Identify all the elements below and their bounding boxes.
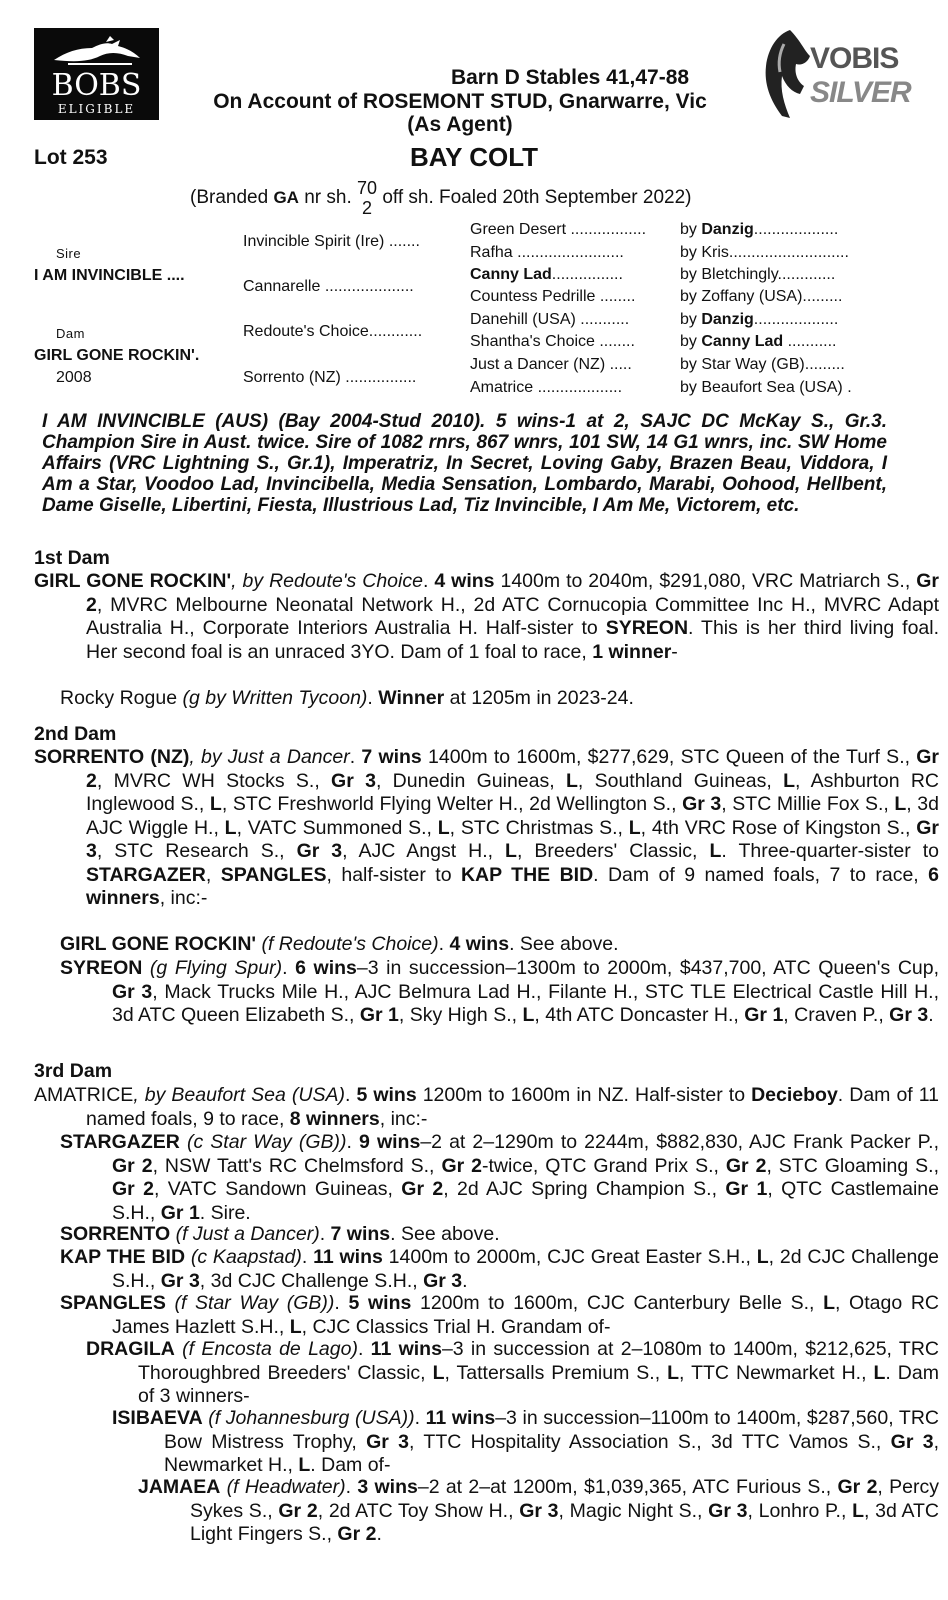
dam-name: GIRL GONE ROCKIN'. [34,347,200,364]
sire-name: I AM INVINCIBLE .... [34,267,185,284]
brand-mid: nr sh. [304,187,352,209]
dam-dam: Sorrento (NZ) ................ [243,369,417,386]
lot-number: Lot 253 [34,146,108,169]
sire-sire: Invincible Spirit (Ire) ....... [243,233,420,250]
third-dam-text: AMATRICE, by Beaufort Sea (USA). 5 wins 1200m to 1600m in NZ. Half-sister to Decieboy. Dam of 11 named foals, 9 to race, 8 winners, inc:- [34,1084,939,1130]
ped-g3-1: Rafha ........................ [470,244,624,261]
dam-sire: Redoute's Choice............ [243,323,423,340]
ped-g3-2-by: by Bletchingly............. [680,266,836,283]
third-dam-jamaea: JAMAEA (f Headwater). 3 wins–2 at 2–at 1200m, $1,039,365, ATC Furious S., Gr 2, Percy Sykes S., Gr 2, 2d ATC Toy Show H., Gr 3, Magic Night S., Gr 3, Lonhro P., L, 3d ATC Light Fingers S., Gr 2. [138,1476,940,1545]
horse-head-icon [760,26,816,122]
horse-rider-icon [48,34,144,68]
ped-g3-4-by: by Danzig................... [680,311,839,328]
second-dam-offspring-2: SYREON (g Flying Spur). 6 wins–3 in succession–1300m to 2000m, $437,700, ATC Queen's Cup, Gr 3, Mack Trucks Mile H., AJC Belmura Lad H., Filante H., STC TLE Electrical Castle Hill H., 3d ATC Queen Elizabeth S., Gr 1, Sky High S., L, 4th ATC Doncaster H., Gr 1, Craven P., Gr 3. [60,957,940,1026]
third-dam-spangles: SPANGLES (f Star Way (GB)). 5 wins 1200m to 1600m, CJC Canterbury Belle S., L, Otago RC James Hazlett S.H., L, CJC Classics Trial H. Grandam of- [60,1292,939,1338]
dam-label: Dam [56,326,85,341]
sire-summary: I AM INVINCIBLE (AUS) (Bay 2004-Stud 2010). 5 wins-1 at 2, SAJC DC McKay S., Gr.3. Champion Sire in Aust. twice. Sire of 1082 rnrs, 867 wnrs, 101 SW, 14 G1 wnrs, inc. SW Home Affairs (VRC Lightning S., Gr.1), Imperatriz, In Secret, Loving Gaby, Brazen Beau, Viddora, I Am a Star, Voodoo Lad, Invincibella, Media Sensation, Lombardo, Marabi, Oohood, Hellbent, Dame Giselle, Libertini, Fiesta, Illustrious Lad, Tiz Invincible, I Am Me, Victorem, etc. [42,411,887,516]
first-dam-foal: Rocky Rogue (g by Written Tycoon). Winner at 1205m in 2023-24. [60,687,634,709]
third-dam-isibaeva: ISIBAEVA (f Johannesburg (USA)). 11 wins–3 in succession–1100m to 1400m, $287,560, TRC Bow Mistress Trophy, Gr 3, TTC Hospitality Association S., 3d TTC Vamos S., Gr 3, Newmarket H., L. Dam of- [112,1407,940,1476]
brand-mark: GA [273,188,299,208]
sire-dam: Cannarelle .................... [243,278,414,295]
third-dam-dragila: DRAGILA (f Encosta de Lago). 11 wins–3 in succession at 2–1080m to 1400m, $212,625, TRC Thoroughbred Breeders' Classic, L, Tattersalls Premium S., L, TTC Newmarket H., L. Dam of 3 winners- [86,1338,939,1407]
brand-denominator: 2 [362,198,373,218]
ped-g3-4: Danehill (USA) ........... [470,311,630,328]
ped-g3-0-by: by Danzig................... [680,221,839,238]
third-dam-heading: 3rd Dam [34,1060,113,1082]
agent-line: (As Agent) [407,113,513,136]
brand-line [190,178,692,218]
brand-pre: (Branded [190,187,269,209]
third-dam-kap-the-bid: KAP THE BID (c Kaapstad). 11 wins 1400m to 2000m, CJC Great Easter S.H., L, 2d CJC Challenge S.H., Gr 3, 3d CJC Challenge S.H., Gr 3. [60,1246,939,1292]
second-dam-heading: 2nd Dam [34,723,117,745]
sire-label: Sire [56,246,82,261]
dam-year: 2008 [56,369,92,386]
ped-g3-0: Green Desert ................. [470,221,647,238]
vobis-silver-logo [760,26,911,122]
third-dam-stargazer: STARGAZER (c Star Way (GB)). 9 wins–2 at 2–1290m to 2244m, $882,830, AJC Frank Packer P., Gr 2, NSW Tatt's RC Chelmsford S., Gr 2-twice, QTC Grand Prix S., Gr 2, STC Gloaming S., Gr 2, VATC Sandown Guineas, Gr 2, 2d AJC Spring Champion S., Gr 1, QTC Castlemaine S.H., Gr 1. Sire. [60,1131,939,1224]
first-dam-heading: 1st Dam [34,547,110,569]
eligible-logo-text: ELIGIBLE [57,102,136,116]
second-dam-offspring-1: GIRL GONE ROCKIN' (f Redoute's Choice). 4 wins. See above. [60,933,619,955]
account-line: On Account of ROSEMONT STUD, Gnarwarre, Vic [213,90,707,113]
stables-line: Barn D Stables 41,47-88 [450,66,690,89]
first-dam-text: GIRL GONE ROCKIN', by Redoute's Choice. 4 wins 1400m to 2040m, $291,080, VRC Matriarch S., Gr 2, MVRC Melbourne Neonatal Network H., 2d ATC Cornucopia Committee Inc H., MVRC Adapt Australia H., Corporate Interiors Australia H. Half-sister to SYREON. This is her third living foal. Her second foal is an unraced 3YO. Dam of 1 foal to race, 1 winner- [34,570,940,663]
ped-g3-5: Shantha's Choice ........ [470,333,635,350]
ped-g3-2: Canny Lad................ [470,266,623,283]
ped-g3-5-by: by Canny Lad ........... [680,333,837,350]
ped-g3-7-by: by Beaufort Sea (USA) . [680,379,852,396]
bobs-logo-text: BOBS [51,68,142,103]
ped-g3-3-by: by Zoffany (USA)......... [680,288,843,305]
ped-g3-6: Just a Dancer (NZ) ..... [470,356,632,373]
second-dam-text: SORRENTO (NZ), by Just a Dancer. 7 wins 1400m to 1600m, $277,629, STC Queen of the Turf S., Gr 2, MVRC WH Stocks S., Gr 3, Dunedin Guineas, L, Southland Guineas, L, Ashburton RC Inglewood S., L, STC Freshworld Flying Welter H., 2d Wellington S., Gr 3, STC Millie Fox S., L, 3d AJC Wiggle H., L, VATC Summoned S., L, STC Christmas S., L, 4th VRC Rose of Kingston S., Gr 3, STC Research S., Gr 3, AJC Angst H., L, Breeders' Classic, L. Three-quarter-sister to STARGAZER, SPANGLES, half-sister to KAP THE BID. Dam of 9 named foals, 7 to race, 6 winners, inc:- [34,746,940,909]
ped-g3-6-by: by Star Way (GB)......... [680,356,845,373]
ped-g3-7: Amatrice ................... [470,379,623,396]
bobs-eligible-logo [34,28,159,120]
brand-post: off sh. Foaled 20th September 2022) [382,187,692,209]
ped-g3-1-by: by Kris........................... [680,244,849,261]
ped-g3-3: Countess Pedrille ........ [470,288,636,305]
third-dam-sorrento: SORRENTO (f Just a Dancer). 7 wins. See above. [60,1223,500,1245]
vobis-logo-text: VOBIS [810,42,899,75]
silver-logo-text: SILVER [810,76,911,109]
lot-description: BAY COLT [409,142,539,172]
brand-fraction [357,178,377,218]
brand-numerator: 70 [357,178,378,198]
